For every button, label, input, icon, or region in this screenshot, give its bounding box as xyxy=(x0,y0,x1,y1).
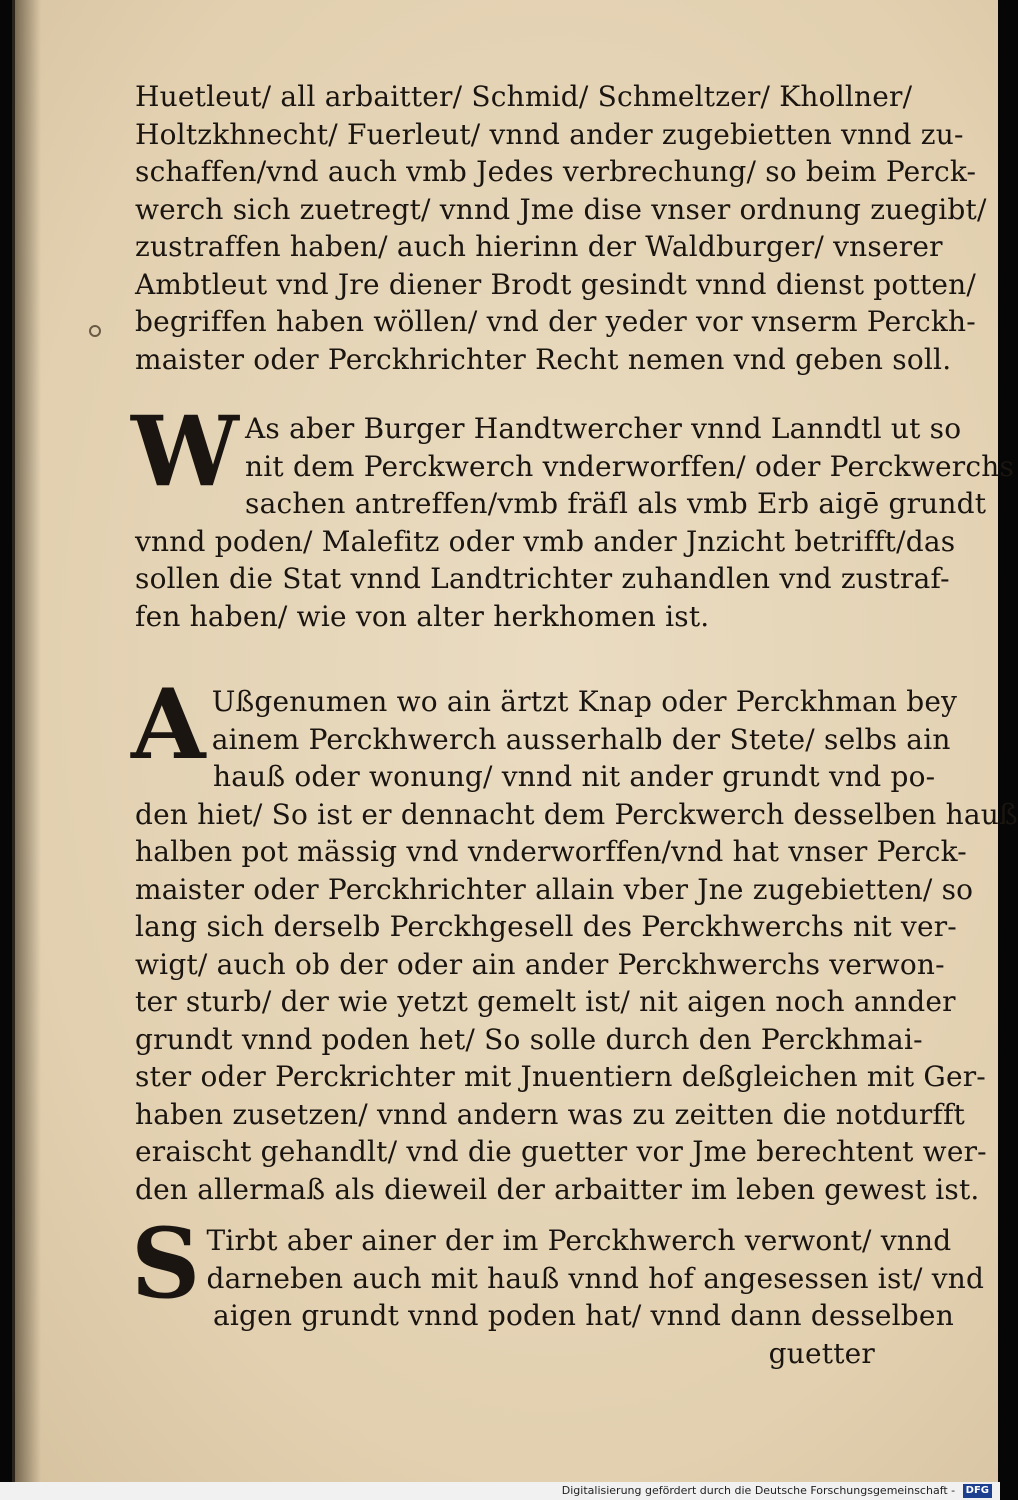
text-line: maister oder Perckhrichter Recht nemen vnd geben soll. xyxy=(135,342,952,376)
text-line: den allermaß als dieweil der arbaitter im leben gewest ist. xyxy=(135,1172,980,1206)
text-line: schaffen/vnd auch vmb Jedes verbrechung/ so beim Perck- xyxy=(135,155,977,188)
text-line: begriffen haben wöllen/ vnd der yeder vor vnserm Perckh- xyxy=(135,305,976,338)
dfg-logo-icon: DFG xyxy=(963,1484,992,1498)
paragraph-1 xyxy=(135,78,987,378)
text-line: grundt vnnd poden het/ So solle durch den Perckhmai- xyxy=(135,1022,923,1056)
text-line: ainem Perckhwerch ausserhalb der Stete/ selbs ain xyxy=(211,722,951,756)
text-line: lang sich derselb Perckhgesell des Perckhwerchs nit ver- xyxy=(135,910,957,943)
text-line: Holtzkhnecht/ Fuerleut/ vnnd ander zugebietten vnnd zu- xyxy=(135,117,964,151)
text-line: maister oder Perckhrichter allain vber Jne zugebietten/ so xyxy=(135,872,974,906)
text-line: Ambtleut vnd Jre diener Brodt gesindt vnnd dienst potten/ xyxy=(135,267,977,301)
text-line: darneben auch mit hauß vnnd hof angesessen ist/ vnd xyxy=(206,1261,985,1295)
text-line: zustraffen haben/ auch hierinn der Waldburger/ vnserer xyxy=(135,230,943,263)
text-line: eraischt gehandlt/ vnd die guetter vor Jme berechtent wer- xyxy=(135,1135,987,1168)
paragraph-2 xyxy=(131,395,1015,635)
text-line: Ußgenumen wo ain ärtzt Knap oder Perckhman bey xyxy=(211,685,958,718)
initial-letter: A xyxy=(131,668,206,781)
footer-credit: Digitalisierung gefördert durch die Deutsche Forschungsgemeinschaft - xyxy=(561,1484,956,1497)
catchword: guetter xyxy=(768,1336,875,1370)
paragraph-3 xyxy=(131,668,1018,1208)
page-gutter-shadow xyxy=(15,0,41,1482)
text-line: fen haben/ wie von alter herkhomen ist. xyxy=(135,599,710,633)
book-page xyxy=(12,0,1018,1482)
text-line: haben zusetzen/ vnnd andern was zu zeitten die notdurfft xyxy=(135,1097,965,1131)
text-line: Huetleut/ all arbaitter/ Schmid/ Schmeltzer/ Khollner/ xyxy=(135,80,913,113)
text-line: sachen antreffen/vmb fräfl als vmb Erb aigē grundt xyxy=(245,487,987,520)
text-line: werch sich zuetregt/ vnnd Jme dise vnser ordnung zuegibt/ xyxy=(135,192,987,226)
text-line: ter sturb/ der wie yetzt gemelt ist/ nit aigen noch annder xyxy=(135,985,956,1018)
initial-letter: W xyxy=(131,395,240,508)
text-line: nit dem Perckwerch vnderworffen/ oder Perckwerchs xyxy=(245,449,1015,483)
initial-letter: S xyxy=(131,1207,201,1320)
text-line: aigen grundt vnnd poden hat/ vnnd dann desselben xyxy=(213,1299,954,1332)
text-line: halben pot mässig vnd vnderworffen/vnd hat vnser Perck- xyxy=(135,835,967,868)
text-line: Tirbt aber ainer der im Perckhwerch verwont/ vnnd xyxy=(206,1224,952,1257)
text-line: hauß oder wonung/ vnnd nit ander grundt vnd po- xyxy=(213,760,936,793)
ink-spot xyxy=(89,325,101,337)
text-line: den hiet/ So ist er dennacht dem Perckwerch desselben hauß xyxy=(135,797,1018,831)
digitization-footer xyxy=(0,1482,1000,1500)
text-line: ster oder Perckrichter mit Jnuentiern deßgleichen mit Ger- xyxy=(135,1060,986,1093)
text-line: vnnd poden/ Malefitz oder vmb ander Jnzicht betrifft/das xyxy=(135,524,956,558)
text-line: sollen die Stat vnnd Landtrichter zuhandlen vnd zustraf- xyxy=(135,562,950,595)
text-line: wigt/ auch ob der oder ain ander Perckhwerchs verwon- xyxy=(135,947,945,981)
text-line: As aber Burger Handtwercher vnnd Lanndtl ut so xyxy=(245,412,962,445)
paragraph-4 xyxy=(131,1207,985,1372)
